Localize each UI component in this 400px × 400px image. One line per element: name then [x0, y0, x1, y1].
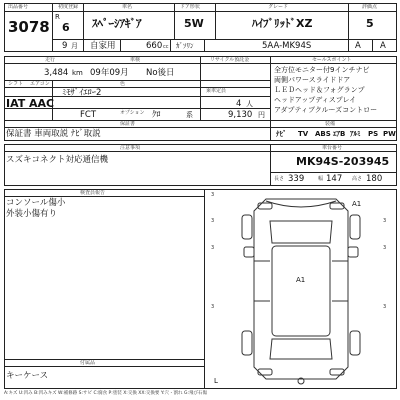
- mileage: 3,484: [44, 68, 69, 78]
- grade-label: グレード: [268, 4, 289, 10]
- equip-tv: TV: [298, 130, 309, 138]
- use-type: 自家用: [90, 41, 116, 51]
- body-color: ﾐﾓｻﾞｲｴﾛｰ2: [62, 88, 102, 98]
- color-label: 色: [120, 81, 126, 87]
- accessory-items: キーケース: [6, 371, 49, 381]
- displacement: 660: [146, 41, 163, 51]
- car-diagram: [226, 191, 376, 386]
- lot-label: 出品番号: [8, 4, 29, 10]
- damage-marker-front: A1: [352, 200, 362, 208]
- car-name: ｽﾍﾟｰｼｱｷﾞｱ: [92, 17, 142, 30]
- grade: ﾊｲﾌﾞﾘｯﾄﾞXZ: [252, 17, 313, 30]
- score-interior: A: [380, 41, 386, 51]
- width-label: 幅: [318, 176, 324, 182]
- seats: 4: [236, 99, 242, 109]
- year-label: 初度登録: [58, 4, 79, 10]
- damage-marker-roof: A1: [296, 276, 306, 284]
- shaken-note: No後日: [146, 68, 175, 78]
- shift-label: シフト: [8, 81, 24, 87]
- equip-abs: ABS: [315, 130, 331, 138]
- cc-unit: cc: [163, 44, 169, 50]
- equip-ps: PS: [368, 130, 379, 138]
- seats-label: 乗車定員: [206, 88, 227, 94]
- score-label: 評価点: [362, 4, 378, 10]
- model-code: 5AA-MK94S: [262, 41, 312, 51]
- sales-point-5: アダプティブクルーズコントロー: [274, 106, 378, 114]
- shift: IAT: [6, 97, 26, 110]
- air-conditioner: AAC: [29, 97, 55, 110]
- width-value: 147: [326, 174, 343, 184]
- side-mark-1: 3: [211, 192, 215, 198]
- equip-navi: ﾅﾋﾞ: [276, 130, 287, 138]
- sales-point-1: 全方位モニター付9インチナビ: [274, 66, 370, 74]
- chassis-number: MK94S-203945: [296, 155, 390, 168]
- fuel-type: FCT: [80, 110, 97, 120]
- equip-airbag: ｴｱB: [333, 130, 346, 138]
- sales-point-label: セールスポイント: [312, 57, 352, 63]
- shaken-label: 車検: [130, 57, 141, 63]
- car-name-label: 車名: [122, 4, 133, 10]
- height-value: 180: [366, 174, 383, 184]
- recycle-fee: 9,130: [228, 110, 253, 120]
- damage-legend: A:キズ U:凹み B:凹みキズ W:補修跡 S:サビ C:腐食 P:塗装 X:交換 XX:交換要 Y:穴・割れ G:飛び石傷: [4, 391, 207, 396]
- equip-alloy: ｱﾙﾐ: [350, 130, 361, 138]
- door-type: 5W: [184, 17, 204, 30]
- doors-label: ドア形状: [180, 4, 200, 10]
- mileage-unit: km: [72, 69, 83, 77]
- items-label: 付属品: [80, 360, 96, 366]
- recycle-unit: 円: [258, 111, 265, 119]
- registration-month: 9: [62, 41, 68, 51]
- options-label: オプション: [120, 110, 145, 116]
- notes-text: スズキコネクト対応通信機: [6, 155, 109, 165]
- side-mark-2: 3: [211, 218, 215, 224]
- side-mark-7: 3: [383, 304, 387, 310]
- sales-point-4: ヘッドアップディスプレイ: [274, 96, 357, 104]
- chassis-label: 車台番号: [322, 145, 343, 151]
- history-label: 保証書: [120, 121, 136, 127]
- warranty-docs: 保証書 車両取説 ﾅﾋﾞ取説: [6, 129, 101, 139]
- ac-label: エアコン: [30, 81, 50, 87]
- interior-suffix: 系: [186, 111, 193, 119]
- inspection-line-2: 外装小傷有り: [6, 209, 58, 219]
- side-mark-3: 3: [211, 245, 215, 251]
- registration-year: 6: [62, 21, 70, 34]
- sales-point-2: 両側パワースライドドア: [274, 76, 351, 84]
- era: R: [55, 13, 60, 21]
- sales-point-3: ＬＥＤヘッド＆フォグランプ: [274, 86, 365, 94]
- equip-pw: PW: [383, 130, 396, 138]
- inspection-line-1: コンソール傷小: [6, 198, 66, 208]
- side-mark-6: 3: [383, 245, 387, 251]
- interior-color: ｸﾛ: [152, 110, 161, 120]
- side-mark-4: 3: [211, 304, 215, 310]
- score: 5: [366, 17, 374, 30]
- lot-number: 3078: [8, 18, 50, 36]
- recycle-label: リサイクル預託金: [210, 57, 250, 63]
- length-label: 長さ: [274, 176, 285, 182]
- seats-unit: 人: [246, 100, 253, 108]
- height-label: 高さ: [352, 176, 363, 182]
- side-mark-5: 3: [383, 218, 387, 224]
- fuel: ｶﾞｿﾘﾝ: [176, 42, 194, 50]
- shaken-date: 09年09月: [90, 68, 129, 78]
- score-exterior: A: [355, 41, 361, 51]
- bottom-mark: L: [214, 377, 218, 385]
- inspection-label: 検査員報告: [80, 190, 106, 196]
- mileage-label: 走行: [45, 57, 56, 63]
- length-value: 339: [288, 174, 305, 184]
- notes-label: 注意事項: [120, 145, 141, 151]
- month-unit: 月: [71, 42, 78, 50]
- equipment-label: 装備: [325, 121, 336, 127]
